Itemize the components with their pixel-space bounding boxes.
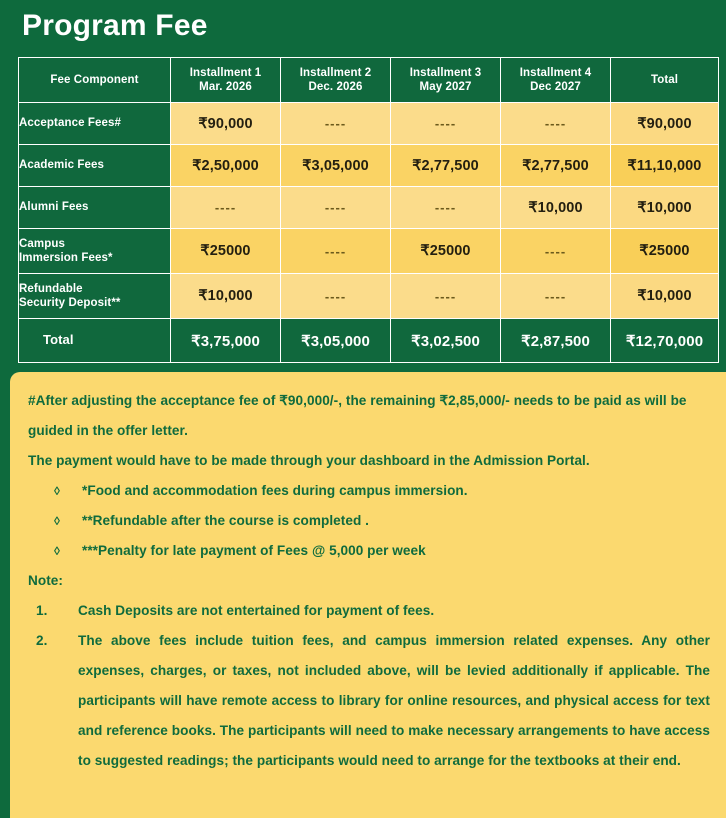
table-row <box>19 229 719 274</box>
cell-total-inst1: ₹3,75,000 <box>171 319 281 363</box>
row-label-line2: Security Deposit** <box>19 297 121 309</box>
cell-alumni-total: ₹10,000 <box>611 187 719 229</box>
cell-alumni-inst1: ---- <box>171 187 281 229</box>
column-header-label: Installment 1 <box>189 66 262 79</box>
row-label-acceptance-fees: Acceptance Fees# <box>19 103 171 145</box>
note-numbered-list <box>28 596 710 776</box>
column-header-total <box>611 58 719 103</box>
list-item <box>54 476 710 506</box>
list-item <box>36 596 710 626</box>
cell-total-inst2: ₹3,05,000 <box>281 319 391 363</box>
row-label-total: Total <box>19 319 171 363</box>
cell-total-inst3: ₹3,02,500 <box>391 319 501 363</box>
diamond-bullet-icon: ◊ <box>54 544 60 558</box>
list-item <box>54 536 710 566</box>
list-item <box>36 626 710 776</box>
cell-alumni-inst2: ---- <box>281 187 391 229</box>
diamond-bullet-icon: ◊ <box>54 514 60 528</box>
cell-campus-inst3: ₹25000 <box>391 229 501 274</box>
footnote-list <box>28 476 710 566</box>
column-header-label: Total <box>650 73 679 86</box>
cell-campus-inst2: ---- <box>281 229 391 274</box>
page-title: Program Fee <box>22 9 208 42</box>
note-payment-method: The payment would have to be made through your dashboard in the Admission Portal. <box>28 453 590 468</box>
cell-acceptance-inst2: ---- <box>281 103 391 145</box>
column-header-label: Installment 2 <box>299 66 372 79</box>
diamond-bullet-icon: ◊ <box>54 484 60 498</box>
column-header-sublabel: Dec. 2026 <box>308 81 363 93</box>
cell-campus-total: ₹25000 <box>611 229 719 274</box>
footnote-text: **Refundable after the course is completed . <box>82 513 369 528</box>
row-label-refundable-security-deposit <box>19 274 171 319</box>
cell-campus-inst4: ---- <box>501 229 611 274</box>
cell-refundable-inst1: ₹10,000 <box>171 274 281 319</box>
cell-refundable-inst3: ---- <box>391 274 501 319</box>
list-item <box>54 506 710 536</box>
note-acceptance-adjustment: #After adjusting the acceptance fee of ₹90,000/-, the remaining ₹2,85,000/- needs to be paid as will be guided in the offer letter. <box>28 393 687 438</box>
column-header-installment-2 <box>281 58 391 103</box>
table-body <box>19 103 719 363</box>
table-row <box>19 274 719 319</box>
cell-alumni-inst3: ---- <box>391 187 501 229</box>
column-header-sublabel: Dec 2027 <box>530 81 581 93</box>
cell-academic-total: ₹11,10,000 <box>611 145 719 187</box>
row-label-academic-fees: Academic Fees <box>19 145 171 187</box>
row-label-line2: Immersion Fees* <box>19 252 113 264</box>
cell-refundable-inst2: ---- <box>281 274 391 319</box>
column-header-fee-component <box>19 58 171 103</box>
table-header-row <box>19 58 719 103</box>
cell-academic-inst2: ₹3,05,000 <box>281 145 391 187</box>
row-label-line1: Campus <box>19 237 65 250</box>
cell-acceptance-inst1: ₹90,000 <box>171 103 281 145</box>
list-item-number: 2. <box>36 633 48 648</box>
table-total-row <box>19 319 719 363</box>
row-label-campus-immersion-fees <box>19 229 171 274</box>
cell-acceptance-inst3: ---- <box>391 103 501 145</box>
list-item-number: 1. <box>36 603 48 618</box>
cell-alumni-inst4: ₹10,000 <box>501 187 611 229</box>
cell-acceptance-total: ₹90,000 <box>611 103 719 145</box>
cell-acceptance-inst4: ---- <box>501 103 611 145</box>
column-header-sublabel: May 2027 <box>419 81 472 93</box>
column-header-installment-1 <box>171 58 281 103</box>
column-header-label: Installment 3 <box>409 66 482 79</box>
table-header <box>19 58 719 103</box>
list-item-text: The above fees include tuition fees, and campus immersion related expenses. Any other expenses, charges, or taxes, not included above, will be levied additionally if applicable. The participants will have remote access to library for online resources, and physical access for text and reference books. The participants will need to make necessary arrangements to have access to suggested readings; the participants would need to arrange for the textbooks at their end. <box>78 633 710 768</box>
table-row <box>19 103 719 145</box>
column-header-label: Fee Component <box>50 73 139 86</box>
column-header-sublabel: Mar. 2026 <box>199 81 252 93</box>
cell-academic-inst1: ₹2,50,000 <box>171 145 281 187</box>
table-row <box>19 187 719 229</box>
fee-table-container <box>18 57 708 363</box>
cell-campus-inst1: ₹25000 <box>171 229 281 274</box>
cell-academic-inst3: ₹2,77,500 <box>391 145 501 187</box>
cell-total-grand: ₹12,70,000 <box>611 319 719 363</box>
column-header-installment-4 <box>501 58 611 103</box>
row-label-alumni-fees: Alumni Fees <box>19 187 171 229</box>
table-row <box>19 145 719 187</box>
cell-refundable-inst4: ---- <box>501 274 611 319</box>
list-item-text: Cash Deposits are not entertained for payment of fees. <box>78 603 435 618</box>
footnote-text: *Food and accommodation fees during campus immersion. <box>82 483 468 498</box>
column-header-installment-3 <box>391 58 501 103</box>
cell-refundable-total: ₹10,000 <box>611 274 719 319</box>
program-fee-table <box>18 57 719 363</box>
footnote-text: ***Penalty for late payment of Fees @ 5,000 per week <box>82 543 426 558</box>
cell-total-inst4: ₹2,87,500 <box>501 319 611 363</box>
column-header-label: Installment 4 <box>519 66 592 79</box>
cell-academic-inst4: ₹2,77,500 <box>501 145 611 187</box>
row-label-line1: Refundable <box>19 282 83 295</box>
note-section-label: Note: <box>28 573 63 588</box>
notes-panel <box>10 372 726 818</box>
